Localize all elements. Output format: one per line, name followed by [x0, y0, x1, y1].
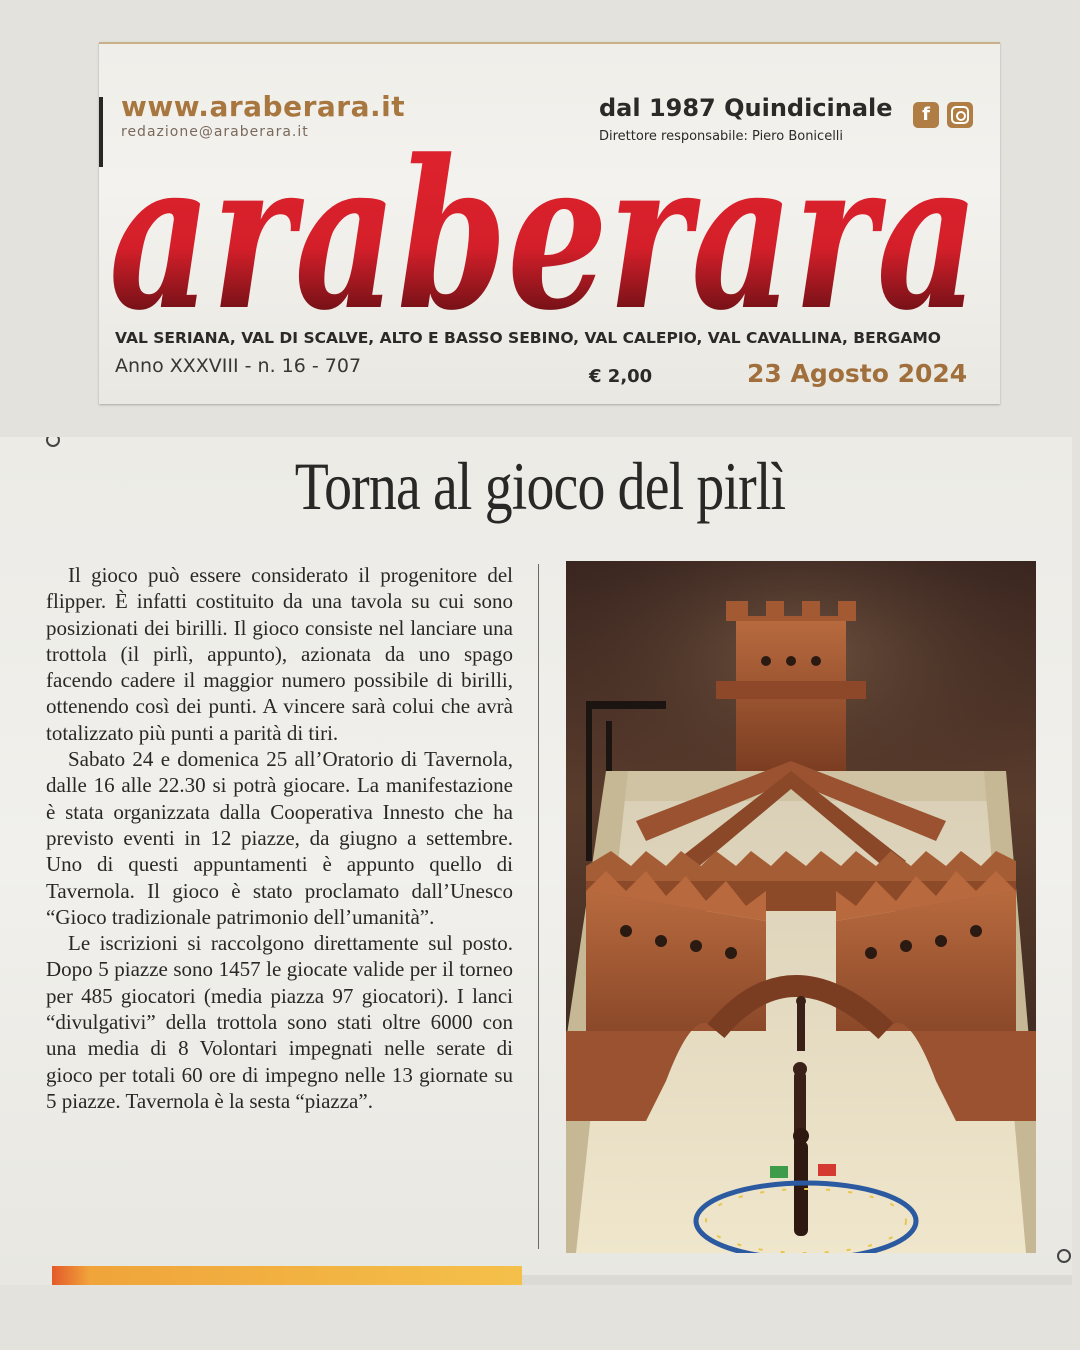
- page-hole-marker: [46, 437, 60, 447]
- cover-price: € 2,00: [589, 366, 653, 387]
- article-photo: [566, 561, 1036, 1253]
- masthead-top-border: [99, 42, 1000, 44]
- article-paragraph-2: Sabato 24 e domenica 25 all’Oratorio di Tavernola, dalle 16 alle 22.30 si potrà giocare. La manifestazione è stata organizzata dalla Cooperativa Innesto che ha previsto eventi in 12 piazze, da giugno a settembre. Uno di questi appuntamenti è appunto quello di Tavernola. Il gioco è stato proclamato dall’Unesco “Gioco tradizionale patrimonio dell’umanità”.: [46, 747, 513, 929]
- regions-covered: VAL SERIANA, VAL DI SCALVE, ALTO E BASSO SEBINO, VAL CALEPIO, VAL CAVALLINA, BERGAMO: [115, 329, 941, 347]
- pirli-game-board-illustration: [566, 561, 1036, 1253]
- website-url: www.araberara.it: [121, 90, 406, 123]
- issue-number: Anno XXXVIII - n. 16 - 707: [115, 355, 362, 377]
- facebook-icon: f: [913, 102, 939, 128]
- article-paragraph-3: Le iscrizioni si raccolgono direttamente sul posto. Dopo 5 piazze sono 1457 le giocate valide per il torneo per 485 giocatori (media piazza 97 giocatori). I lanci “divulgativi” della trottola sono stati oltre 6000 con una media di 8 Volontari impegnati nelle serate di gioco per totali 60 ore di impegno nelle 13 giornate su 5 piazze. Tavernola è la sesta “piazza”.: [46, 931, 513, 1113]
- logo-wordmark: araberara: [109, 116, 979, 332]
- newspaper-masthead: [99, 42, 1000, 404]
- next-article-color-band: [52, 1266, 522, 1285]
- article-body: [46, 562, 513, 1114]
- column-divider: [538, 564, 539, 1249]
- issue-date: 23 Agosto 2024: [747, 359, 968, 388]
- article-clipping: [0, 437, 1072, 1285]
- article-paragraph-1: Il gioco può essere considerato il progenitore del flipper. È infatti costituito da una tavola su cui sono posizionati dei birilli. Il gioco consiste nel lanciare una trottola (il pirlì, appunto), azionata da uno spago facendo cadere il maggior numero possibile di birilli, ottenendo così dei punti. A vincere sarà colui che avrà totalizzato più punti a parità di tiri.: [46, 563, 513, 745]
- editorial-email: redazione@araberara.it: [121, 124, 309, 140]
- director-credit: Direttore responsabile: Piero Bonicelli: [599, 129, 844, 144]
- article-headline: Torna al gioco del pirlì: [294, 448, 786, 524]
- page-hole-marker: [1057, 1249, 1071, 1263]
- publication-frequency: dal 1987 Quindicinale: [599, 94, 893, 122]
- page-edge: [522, 1275, 1072, 1285]
- araberara-logo: [99, 82, 1000, 332]
